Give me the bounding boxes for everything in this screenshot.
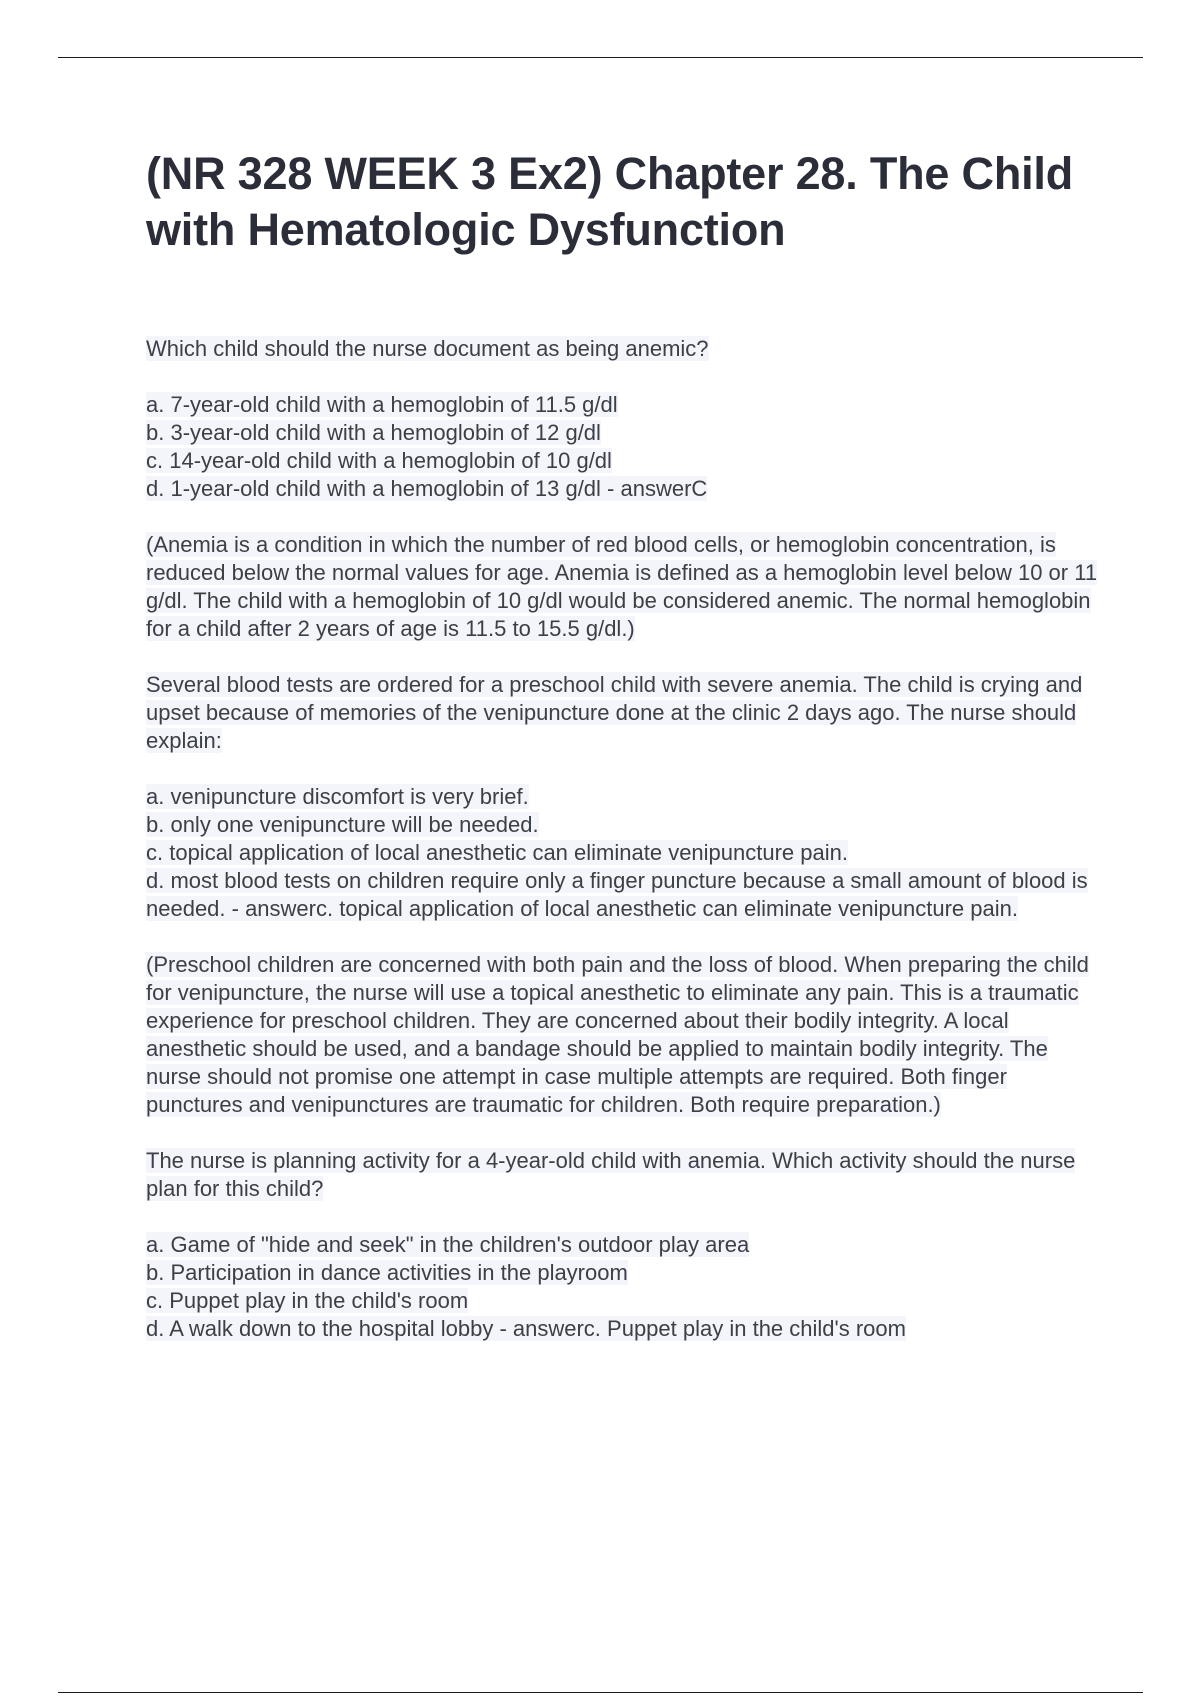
question-1-rationale: (Anemia is a condition in which the number of red blood cells, or hemoglobin concentration, is reduced below the normal values for age. Anemia is defined as a hemoglobin level below 10 or 11 g/dl. The child with a hemoglobin of 10 g/dl would be considered anemic. The normal hemoglobin for a child after 2 years of age is 11.5 to 15.5 g/dl.) xyxy=(146,532,1098,641)
question-2-rationale: (Preschool children are concerned with both pain and the loss of blood. When preparing the child for venipuncture, the nurse will use a topical anesthetic to eliminate any pain. This is a traumatic experience for preschool children. They are concerned about their bodily integrity. A local anesthetic should be used, and a bandage should be applied to maintain bodily integrity. The nurse should not promise one attempt in case multiple attempts are required. Both finger punctures and venipunctures are traumatic for children. Both require preparation.) xyxy=(146,952,1089,1117)
option-item: c. topical application of local anesthetic can eliminate venipuncture pain. xyxy=(146,840,848,865)
document-body xyxy=(146,146,1106,1343)
option-item: b. Participation in dance activities in the playroom xyxy=(146,1260,628,1285)
bottom-rule xyxy=(58,1692,1143,1693)
options-list xyxy=(146,783,1106,923)
question-text xyxy=(146,335,1106,363)
rationale-text xyxy=(146,531,1106,643)
option-item: d. A walk down to the hospital lobby - answerc. Puppet play in the child's room xyxy=(146,1316,906,1341)
options-list xyxy=(146,391,1106,503)
option-item: c. Puppet play in the child's room xyxy=(146,1288,469,1313)
option-item: a. venipuncture discomfort is very brief. xyxy=(146,784,529,809)
question-2-text: Several blood tests are ordered for a preschool child with severe anemia. The child is crying and upset because of memories of the venipuncture done at the clinic 2 days ago. The nurse should explain: xyxy=(146,672,1083,753)
option-item: d. 1-year-old child with a hemoglobin of 13 g/dl - answerC xyxy=(146,476,708,501)
question-text xyxy=(146,671,1106,755)
question-list xyxy=(146,335,1106,1343)
question-3-text: The nurse is planning activity for a 4-year-old child with anemia. Which activity should the nurse plan for this child? xyxy=(146,1148,1076,1201)
rationale-text xyxy=(146,951,1106,1119)
option-item: c. 14-year-old child with a hemoglobin of 10 g/dl xyxy=(146,448,612,473)
option-item: a. 7-year-old child with a hemoglobin of 11.5 g/dl xyxy=(146,392,618,417)
document-title: (NR 328 WEEK 3 Ex2) Chapter 28. The Child with Hematologic Dysfunction xyxy=(146,148,1074,255)
option-item: a. Game of "hide and seek" in the children's outdoor play area xyxy=(146,1232,750,1257)
option-item: b. only one venipuncture will be needed. xyxy=(146,812,539,837)
options-list xyxy=(146,1231,1106,1343)
question-text xyxy=(146,1147,1106,1203)
top-rule xyxy=(58,57,1143,58)
question-1-text: Which child should the nurse document as being anemic? xyxy=(146,336,709,361)
option-item: b. 3-year-old child with a hemoglobin of 12 g/dl xyxy=(146,420,601,445)
option-item: d. most blood tests on children require only a finger puncture because a small amount of blood is needed. - answerc. topical application of local anesthetic can eliminate venipuncture pain. xyxy=(146,868,1088,921)
